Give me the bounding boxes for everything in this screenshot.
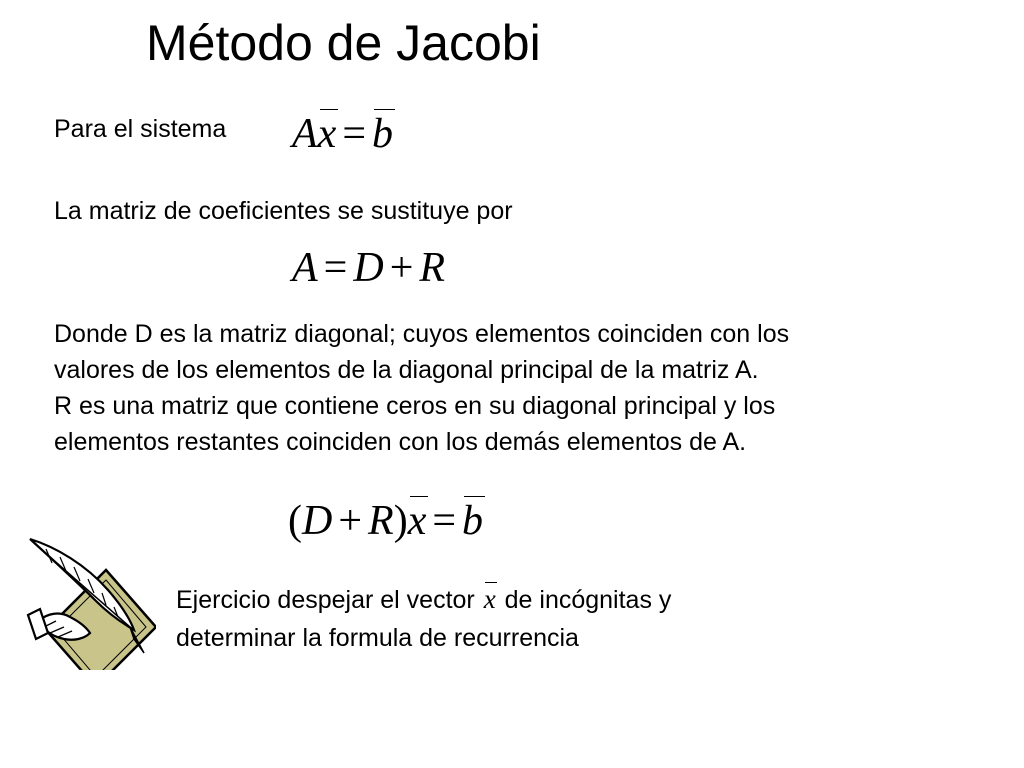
quill-pen-paper-icon <box>26 535 156 670</box>
eq2-a: A <box>292 245 318 291</box>
eq3-plus: + <box>338 498 363 544</box>
eq3-equals: = <box>432 498 457 544</box>
slide-title: Método de Jacobi <box>146 15 541 71</box>
description-line: valores de los elementos de la diagonal principal de la matriz A. <box>54 356 759 384</box>
eq2-equals: = <box>323 245 348 291</box>
exercise-line-1-end: de incógnitas y <box>497 586 672 614</box>
eq1-equals: = <box>342 111 366 157</box>
equation-a-equals-d-plus-r <box>292 243 445 293</box>
eq2-d: D <box>353 245 384 291</box>
exercise-line-2: determinar la formula de recurrencia <box>176 624 579 652</box>
replace-label: La matriz de coeficientes se sustituye por <box>54 197 513 225</box>
eq3-right-paren: ) <box>393 498 408 544</box>
equation-d-plus-r-x-equals-b <box>288 496 483 546</box>
eq3-b-vector: b <box>462 498 484 544</box>
eq3-r: R <box>368 498 394 544</box>
description-line: elementos restantes coinciden con los demás elementos de A. <box>54 428 747 456</box>
cuff <box>28 609 48 639</box>
eq2-plus: + <box>389 245 414 291</box>
exercise-line-1-start: Ejercicio despejar el vector <box>176 586 482 614</box>
eq1-x-vector: x <box>317 111 337 157</box>
exercise-vector-x: x <box>482 580 498 618</box>
eq3-d: D <box>302 498 333 544</box>
eq1-b-vector: b <box>372 111 393 157</box>
eq2-r: R <box>419 245 446 291</box>
intro-label: Para el sistema <box>54 115 227 143</box>
equation-ax-equals-b <box>292 109 393 159</box>
eq3-x-vector: x <box>407 498 427 544</box>
exercise-line-1 <box>176 580 671 619</box>
eq3-left-paren: ( <box>288 498 302 544</box>
exercise-text <box>176 580 671 657</box>
description-line: R es una matriz que contiene ceros en su diagonal principal y los <box>54 392 776 420</box>
eq1-a: A <box>292 111 318 157</box>
description-paragraph <box>54 316 994 460</box>
description-line: Donde D es la matriz diagonal; cuyos elementos coinciden con los <box>54 320 790 348</box>
